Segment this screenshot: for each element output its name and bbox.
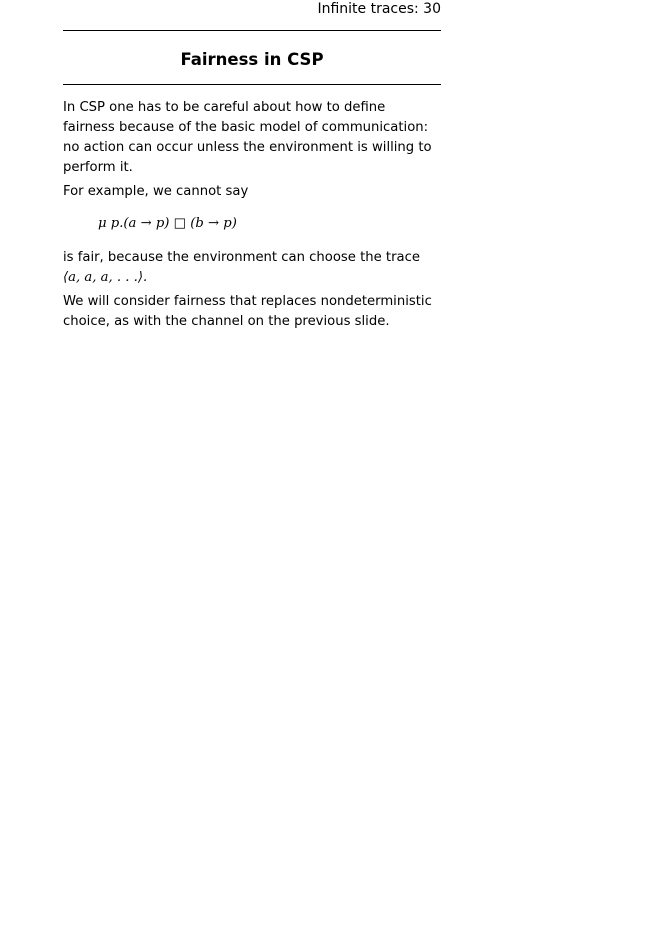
paragraph-trace xyxy=(63,248,441,288)
slide-title: Fairness in CSP xyxy=(180,50,324,69)
running-header: Infinite traces: 30 xyxy=(317,1,441,17)
paragraph-example: For example, we cannot say xyxy=(63,184,249,199)
paragraph-intro: In CSP one has to be careful about how to define fairness because of the basic model of communication: no action can occur unless the environment is willing to perform it. xyxy=(63,100,432,175)
slide-body xyxy=(63,98,441,336)
formula-display: μ p.(a → p) □ (b → p) xyxy=(98,216,237,231)
trace-text: is fair, because the environment can choose the trace xyxy=(63,250,420,265)
trace-math: ⟨a, a, a, . . .⟩. xyxy=(63,270,148,285)
bottom-divider xyxy=(63,84,441,85)
paragraph-conclusion: We will consider fairness that replaces nondeterministic choice, as with the channel on the previous slide. xyxy=(63,294,432,329)
top-divider xyxy=(63,30,441,31)
slide xyxy=(63,0,441,952)
